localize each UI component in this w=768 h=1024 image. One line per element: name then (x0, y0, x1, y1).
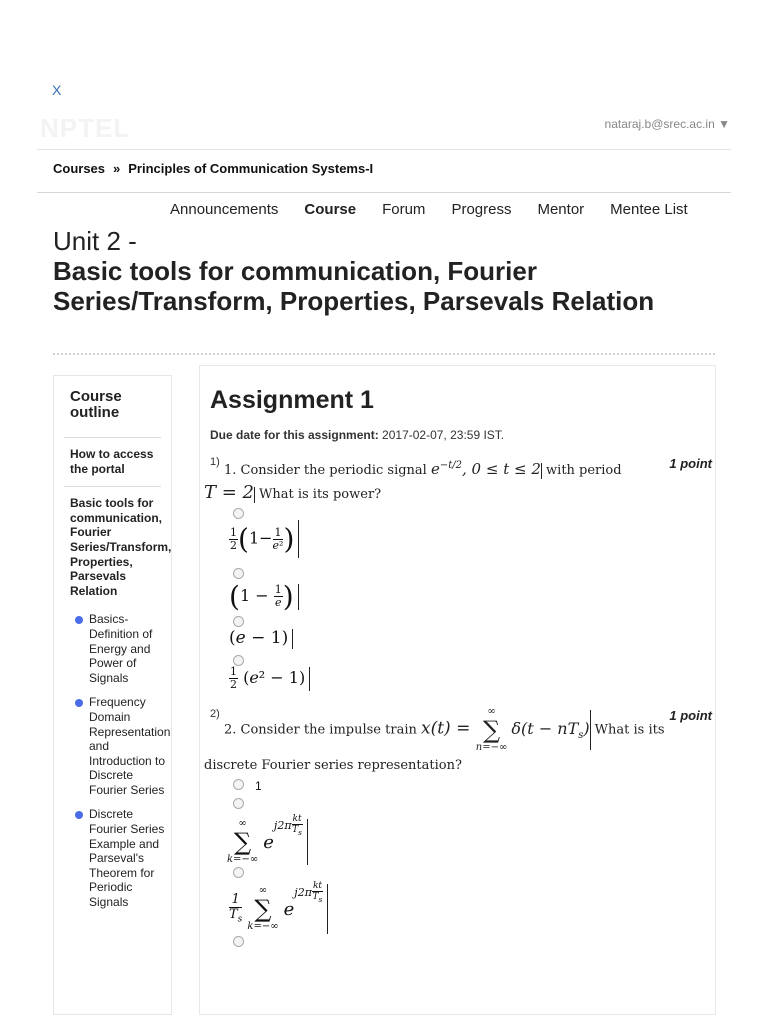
lesson-dot-icon (75, 699, 83, 707)
option-radio[interactable] (233, 798, 244, 809)
tab-forum[interactable]: Forum (382, 201, 426, 218)
lesson-label: Discrete Fourier Series Example and Parseval's Theorem for Periodic Signals (89, 807, 165, 910)
text-cursor (254, 487, 255, 503)
option-radio[interactable] (233, 616, 244, 627)
unit-number: Unit 2 - (53, 226, 137, 256)
chevron-down-icon: ▼ (718, 117, 730, 131)
question-line2: discrete Fourier series representation? (204, 758, 462, 773)
question-points: 1 point (669, 456, 712, 471)
nptel-logo[interactable]: NPTEL (40, 113, 131, 143)
question-suffix: What is its power? (258, 487, 382, 502)
option-2a-label[interactable]: 1 (255, 779, 262, 793)
option-1c[interactable]: (e − 1) (229, 628, 293, 649)
option-radio[interactable] (233, 508, 244, 519)
math-period: T = 2 (204, 482, 254, 503)
tab-announcements[interactable]: Announcements (170, 201, 279, 218)
option-2c[interactable]: $\frac{1}{T_s}$ ∞ ∑ k=−∞ $e^{j2\pi \frac{kt}{T_s}}$ (229, 881, 328, 934)
option-1a[interactable]: $\frac{1}{2}$ (1− $\frac{1}{\text{e²}}$ ) (229, 520, 299, 558)
sidebar-item-unit2[interactable]: Basic tools for communication, Fourier Series/Transform, Properties, Parsevals Relation (70, 496, 172, 598)
option-radio[interactable] (233, 867, 244, 878)
unit-name: Basic tools for communication, Fourier Series/Transform, Properties, Parsevals Relation (53, 256, 655, 316)
question-number: 1) (210, 456, 220, 468)
breadcrumb (53, 161, 373, 176)
due-date (210, 428, 504, 442)
question-text-line2 (204, 481, 714, 507)
breadcrumb-courses[interactable]: Courses (53, 161, 106, 176)
tab-mentee-list[interactable]: Mentee List (610, 201, 688, 218)
question-prefix: 1. Consider the periodic signal (224, 463, 427, 478)
question-mid: with period (546, 463, 622, 478)
due-label: Due date for this assignment: (210, 428, 379, 442)
sidebar-divider (64, 486, 161, 487)
question-text-line2 (204, 754, 714, 778)
lesson-item[interactable] (89, 695, 171, 797)
option-2b[interactable]: ∞ ∑ k=−∞ $e^{j2\pi \frac{kt}{T_s}}$ (227, 814, 308, 866)
lesson-dot-icon (75, 811, 83, 819)
tab-mentor[interactable]: Mentor (537, 201, 585, 218)
assignment-title: Assignment 1 (210, 386, 374, 414)
lesson-label: Frequency Domain Representation and Introduction to Discrete Fourier Series (89, 695, 171, 797)
header-divider (37, 149, 731, 150)
breadcrumb-course[interactable]: Principles of Communication Systems-I (128, 161, 374, 176)
text-cursor (541, 463, 542, 479)
course-tabs (170, 201, 688, 218)
option-1d[interactable]: $\frac{1}{2}$ (e² − 1) (229, 666, 310, 691)
title-divider (53, 353, 715, 355)
course-outline-sidebar (53, 375, 172, 1015)
tab-course[interactable]: Course (304, 201, 357, 218)
option-radio[interactable] (233, 568, 244, 579)
option-1b[interactable]: (1 − $\frac{1}{e}$ ) (229, 580, 299, 613)
breadcrumb-separator: » (113, 161, 121, 176)
sidebar-title: Course outline (70, 388, 122, 421)
text-cursor (590, 710, 591, 750)
due-value: 2017-02-07, 23:59 IST. (382, 428, 505, 442)
question-text (204, 454, 659, 483)
user-email: nataraj.b@srec.ac.in (604, 117, 715, 131)
tab-progress[interactable]: Progress (451, 201, 512, 218)
question-number: 2) (210, 708, 220, 720)
lesson-label: Basics- Definition of Energy and Power of Signals (89, 612, 153, 685)
assignment-panel (199, 365, 716, 1015)
lesson-item[interactable] (89, 612, 171, 685)
question-text: 2. Consider the impulse train x(t) = ∞ ∑ n=−∞ $\delta(t - nT_s)$ What is its (224, 706, 665, 753)
sidebar-divider (64, 437, 161, 438)
math-delta: $\delta(t - nT_s)$ (511, 718, 590, 741)
page-title (53, 226, 693, 316)
option-radio[interactable] (233, 936, 244, 947)
question-prefix: 2. Consider the impulse train (224, 722, 417, 738)
lesson-dot-icon (75, 616, 83, 624)
math-impulse-train: x(t) = (421, 718, 476, 739)
lesson-item[interactable] (89, 807, 171, 909)
option-radio[interactable] (233, 779, 244, 790)
question-2 (204, 706, 714, 778)
sidebar-item-portal[interactable]: How to access the portal (70, 447, 154, 476)
user-menu[interactable] (605, 117, 730, 131)
question-suffix: What is its (594, 722, 665, 738)
math-signal: $e^{-t/2}$, 0 ≤ t ≤ 2 (430, 460, 541, 478)
question-1 (204, 454, 714, 507)
breadcrumb-divider (37, 192, 731, 193)
close-button[interactable]: X (52, 82, 62, 98)
question-points: 1 point (669, 708, 712, 723)
